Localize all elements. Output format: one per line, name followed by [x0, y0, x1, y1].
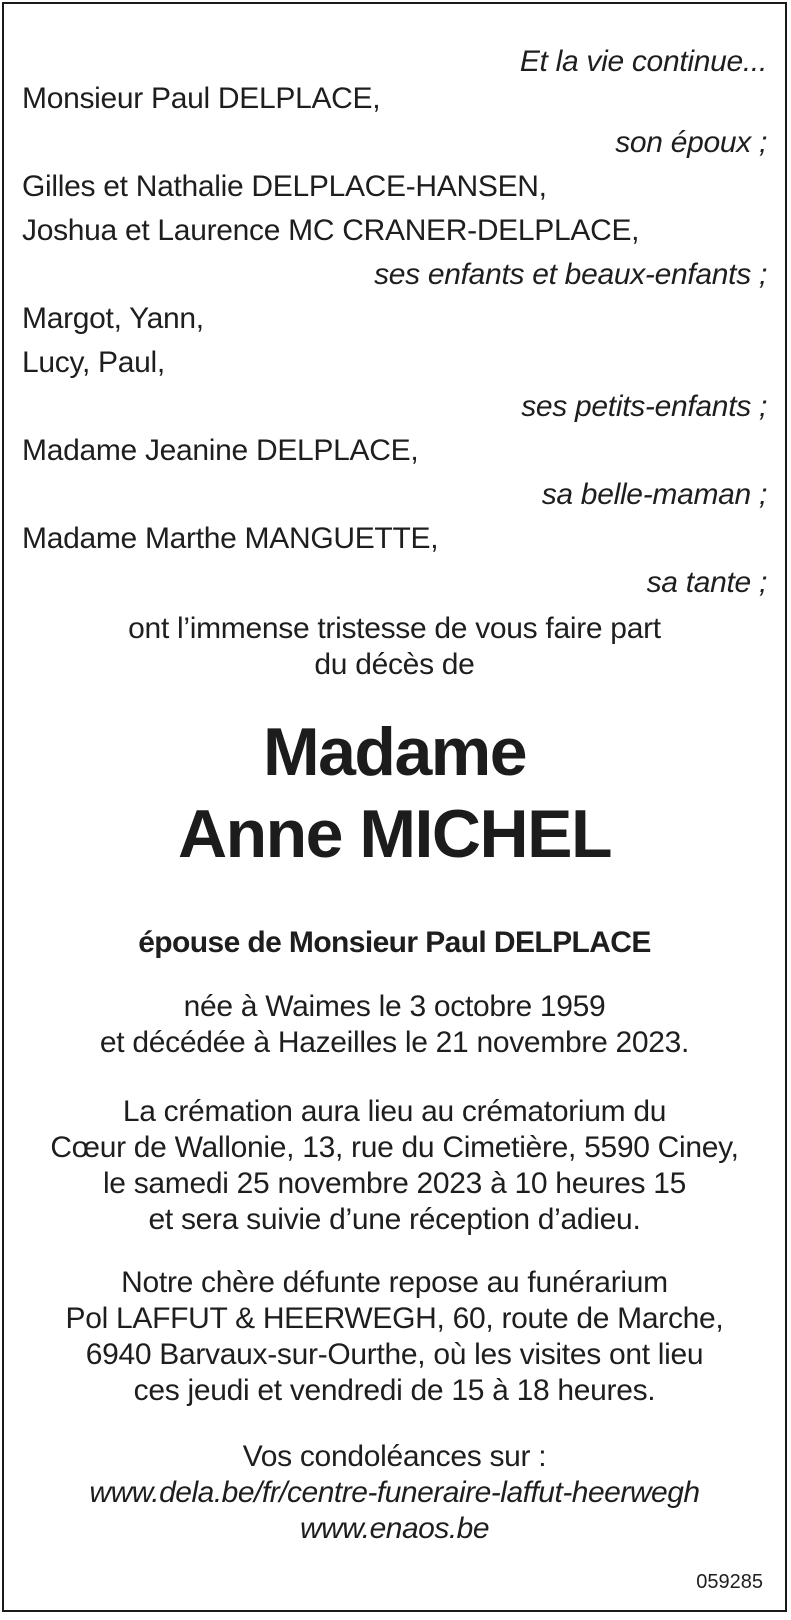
birth-death-line: née à Waimes le 3 octobre 1959 [183, 990, 606, 1023]
reference-number: 059285 [696, 1571, 763, 1593]
obituary-notice [2, 2, 787, 1612]
family-name-line: Madame Marthe MANGUETTE, [22, 522, 439, 555]
cremation-line: et sera suivie d’une réception d’adieu. [148, 1203, 641, 1236]
funerarium-line: 6940 Barvaux-sur-Ourthe, où les visites ont lieu [85, 1338, 704, 1371]
condolences-label: Vos condoléances sur : [242, 1440, 547, 1473]
family-name-line: Lucy, Paul, [22, 346, 165, 379]
condolences-link-dela[interactable]: www.dela.be/fr/centre-funeraire-laffut-heerwegh [89, 1476, 700, 1509]
birth-death-line: et décédée à Hazeilles le 21 novembre 2023. [99, 1026, 690, 1059]
motto: Et la vie continue... [519, 45, 767, 78]
family-relation: sa tante ; [646, 566, 767, 599]
deceased-spouse: épouse de Monsieur Paul DELPLACE [138, 926, 651, 959]
cremation-line: La crémation aura lieu au crématorium du [122, 1095, 667, 1128]
deceased-title: Madame [262, 714, 527, 790]
funerarium-line: Notre chère défunte repose au funérarium [121, 1266, 668, 1299]
deceased-name: Anne MICHEL [177, 796, 612, 872]
family-name-line: Madame Jeanine DELPLACE, [22, 434, 419, 467]
condolences-link-enaos[interactable]: www.enaos.be [299, 1512, 490, 1545]
cremation-line: Cœur de Wallonie, 13, rue du Cimetière, 5590 Ciney, [50, 1131, 739, 1164]
family-name-line: Monsieur Paul DELPLACE, [22, 82, 381, 115]
family-name-line: Margot, Yann, [22, 302, 204, 335]
funerarium-line: Pol LAFFUT & HEERWEGH, 60, route de Marche, [65, 1302, 724, 1335]
funerarium-line: ces jeudi et vendredi de 15 à 18 heures. [133, 1374, 656, 1407]
family-name-line: Joshua et Laurence MC CRANER-DELPLACE, [22, 214, 640, 247]
announcement-line: du décès de [314, 648, 475, 681]
family-relation: ses enfants et beaux-enfants ; [374, 258, 767, 291]
family-relation: ses petits-enfants ; [521, 390, 767, 423]
family-relation: son époux ; [615, 126, 767, 159]
family-relation: sa belle-maman ; [541, 478, 767, 511]
announcement-line: ont l’immense tristesse de vous faire part [128, 612, 661, 645]
family-name-line: Gilles et Nathalie DELPLACE-HANSEN, [22, 170, 547, 203]
cremation-line: le samedi 25 novembre 2023 à 10 heures 15 [102, 1167, 687, 1200]
